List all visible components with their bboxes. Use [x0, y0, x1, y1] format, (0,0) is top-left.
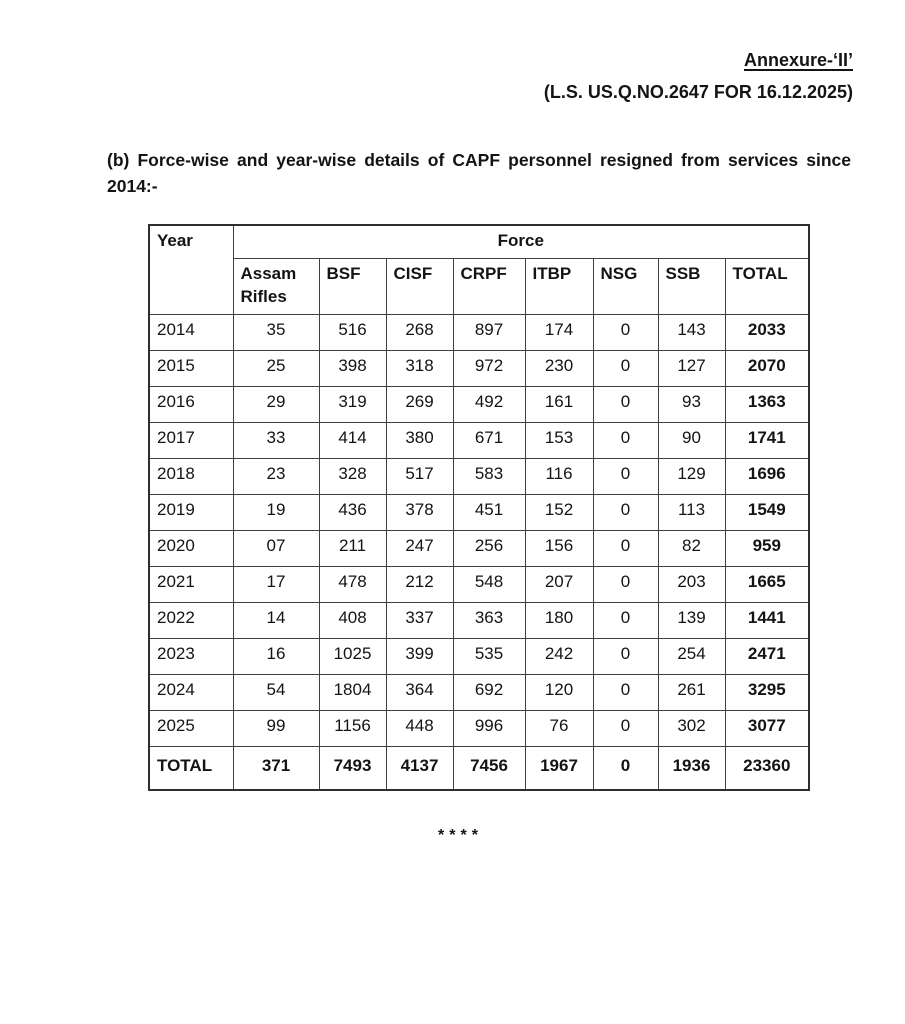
value-cell: 33: [233, 423, 319, 459]
value-cell: 0: [593, 315, 658, 351]
value-cell: 302: [658, 711, 725, 747]
group-header-row: [149, 225, 809, 259]
value-cell: 517: [386, 459, 453, 495]
value-cell: 139: [658, 603, 725, 639]
grand-total-sum: 23360: [725, 747, 809, 790]
value-cell: 414: [319, 423, 386, 459]
value-cell: 337: [386, 603, 453, 639]
value-cell: 269: [386, 387, 453, 423]
row-total-cell: 959: [725, 531, 809, 567]
value-cell: 398: [319, 351, 386, 387]
row-total-cell: 1363: [725, 387, 809, 423]
value-cell: 127: [658, 351, 725, 387]
value-cell: 161: [525, 387, 593, 423]
value-cell: 19: [233, 495, 319, 531]
value-cell: 14: [233, 603, 319, 639]
grand-total-cell: 7493: [319, 747, 386, 790]
table-row: [149, 315, 809, 351]
row-total-cell: 1696: [725, 459, 809, 495]
row-total-cell: 1549: [725, 495, 809, 531]
year-cell: 2019: [149, 495, 233, 531]
column-header-crpf: CRPF: [453, 259, 525, 315]
value-cell: 35: [233, 315, 319, 351]
grand-total-row: [149, 747, 809, 790]
value-cell: 399: [386, 639, 453, 675]
value-cell: 363: [453, 603, 525, 639]
row-total-cell: 2070: [725, 351, 809, 387]
value-cell: 448: [386, 711, 453, 747]
value-cell: 180: [525, 603, 593, 639]
column-header-cisf: CISF: [386, 259, 453, 315]
column-header-row: [149, 259, 809, 315]
value-cell: 99: [233, 711, 319, 747]
value-cell: 583: [453, 459, 525, 495]
row-total-cell: 2471: [725, 639, 809, 675]
document-header: [0, 0, 905, 103]
column-header-nsg: NSG: [593, 259, 658, 315]
capf-resignation-table: [148, 224, 810, 791]
value-cell: 1025: [319, 639, 386, 675]
value-cell: 0: [593, 459, 658, 495]
value-cell: 174: [525, 315, 593, 351]
value-cell: 451: [453, 495, 525, 531]
value-cell: 113: [658, 495, 725, 531]
value-cell: 0: [593, 603, 658, 639]
year-cell: 2015: [149, 351, 233, 387]
value-cell: 156: [525, 531, 593, 567]
value-cell: 548: [453, 567, 525, 603]
value-cell: 0: [593, 675, 658, 711]
value-cell: 1804: [319, 675, 386, 711]
value-cell: 0: [593, 495, 658, 531]
value-cell: 211: [319, 531, 386, 567]
reference-line: (L.S. US.Q.NO.2647 FOR 16.12.2025): [543, 82, 853, 102]
value-cell: 29: [233, 387, 319, 423]
annexure-label: Annexure-‘II’: [743, 50, 853, 70]
column-header-bsf: BSF: [319, 259, 386, 315]
value-cell: 143: [658, 315, 725, 351]
table-row: [149, 459, 809, 495]
value-cell: 492: [453, 387, 525, 423]
value-cell: 254: [658, 639, 725, 675]
value-cell: 0: [593, 531, 658, 567]
row-total-cell: 1441: [725, 603, 809, 639]
year-cell: 2023: [149, 639, 233, 675]
value-cell: 996: [453, 711, 525, 747]
value-cell: 25: [233, 351, 319, 387]
year-cell: 2025: [149, 711, 233, 747]
value-cell: 378: [386, 495, 453, 531]
intro-paragraph: (b) Force-wise and year-wise details of CAPF personnel resigned from services since 2014:-: [107, 150, 851, 197]
year-cell: 2018: [149, 459, 233, 495]
table-row: [149, 351, 809, 387]
row-total-cell: 3295: [725, 675, 809, 711]
grand-total-cell: 1967: [525, 747, 593, 790]
grand-total-label: TOTAL: [149, 747, 233, 790]
table-row: [149, 567, 809, 603]
value-cell: 692: [453, 675, 525, 711]
value-cell: 897: [453, 315, 525, 351]
row-total-cell: 1665: [725, 567, 809, 603]
year-cell: 2021: [149, 567, 233, 603]
value-cell: 203: [658, 567, 725, 603]
value-cell: 261: [658, 675, 725, 711]
value-cell: 116: [525, 459, 593, 495]
value-cell: 0: [593, 639, 658, 675]
value-cell: 380: [386, 423, 453, 459]
value-cell: 82: [658, 531, 725, 567]
value-cell: 0: [593, 351, 658, 387]
grand-total-cell: 371: [233, 747, 319, 790]
value-cell: 07: [233, 531, 319, 567]
year-cell: 2014: [149, 315, 233, 351]
column-header-assam-rifles: Assam Rifles: [233, 259, 319, 315]
column-header-itbp: ITBP: [525, 259, 593, 315]
value-cell: 671: [453, 423, 525, 459]
value-cell: 1156: [319, 711, 386, 747]
table-row: [149, 531, 809, 567]
grand-total-cell: 1936: [658, 747, 725, 790]
force-group-header: Force: [233, 225, 809, 259]
grand-total-cell: 4137: [386, 747, 453, 790]
value-cell: 268: [386, 315, 453, 351]
value-cell: 0: [593, 423, 658, 459]
year-cell: 2024: [149, 675, 233, 711]
table-row: [149, 675, 809, 711]
value-cell: 16: [233, 639, 319, 675]
value-cell: 120: [525, 675, 593, 711]
row-total-cell: 3077: [725, 711, 809, 747]
value-cell: 242: [525, 639, 593, 675]
value-cell: 516: [319, 315, 386, 351]
value-cell: 230: [525, 351, 593, 387]
table-row: [149, 639, 809, 675]
column-header-total: TOTAL: [725, 259, 809, 315]
table-row: [149, 495, 809, 531]
value-cell: 535: [453, 639, 525, 675]
value-cell: 256: [453, 531, 525, 567]
value-cell: 153: [525, 423, 593, 459]
column-header-ssb: SSB: [658, 259, 725, 315]
row-total-cell: 2033: [725, 315, 809, 351]
value-cell: 436: [319, 495, 386, 531]
value-cell: 478: [319, 567, 386, 603]
end-of-document-marks: ****: [438, 826, 483, 844]
year-cell: 2022: [149, 603, 233, 639]
year-cell: 2016: [149, 387, 233, 423]
year-cell: 2020: [149, 531, 233, 567]
value-cell: 76: [525, 711, 593, 747]
value-cell: 90: [658, 423, 725, 459]
value-cell: 93: [658, 387, 725, 423]
value-cell: 408: [319, 603, 386, 639]
value-cell: 17: [233, 567, 319, 603]
table-row: [149, 423, 809, 459]
year-column-header: Year: [149, 225, 233, 315]
value-cell: 364: [386, 675, 453, 711]
value-cell: 54: [233, 675, 319, 711]
value-cell: 318: [386, 351, 453, 387]
grand-total-cell: 0: [593, 747, 658, 790]
value-cell: 0: [593, 711, 658, 747]
value-cell: 212: [386, 567, 453, 603]
table-row: [149, 387, 809, 423]
value-cell: 247: [386, 531, 453, 567]
grand-total-cell: 7456: [453, 747, 525, 790]
value-cell: 207: [525, 567, 593, 603]
table-row: [149, 603, 809, 639]
value-cell: 328: [319, 459, 386, 495]
value-cell: 319: [319, 387, 386, 423]
value-cell: 129: [658, 459, 725, 495]
table-row: [149, 711, 809, 747]
value-cell: 0: [593, 567, 658, 603]
value-cell: 0: [593, 387, 658, 423]
year-cell: 2017: [149, 423, 233, 459]
row-total-cell: 1741: [725, 423, 809, 459]
value-cell: 23: [233, 459, 319, 495]
value-cell: 152: [525, 495, 593, 531]
value-cell: 972: [453, 351, 525, 387]
